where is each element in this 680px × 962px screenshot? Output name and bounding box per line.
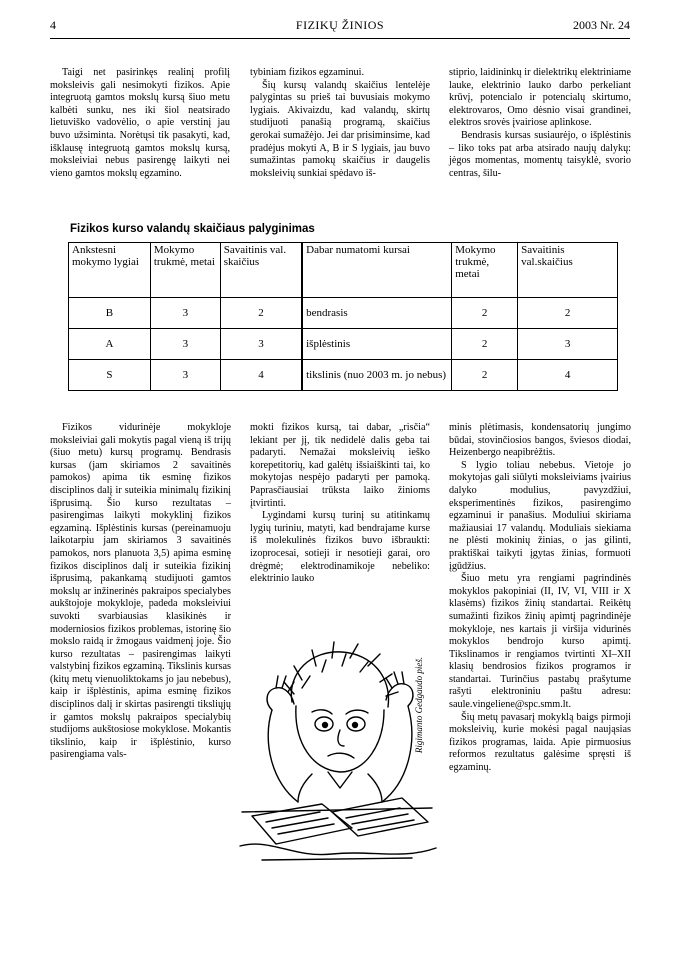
paragraph: stiprio, laidininkų ir dielektrikų elektriniame lauke, elektrinio lauko darbo perkeliant krūvį, potencialo ir potencialų skirtumo, elektrovaros, Omo dėsnio visai grandinei, elektros srovės įvairiose aplinkose. xyxy=(449,67,631,129)
paragraph: Fizikos vidurinėje mokykloje moksleiviai gali mokytis pagal vieną iš trijų (šiuo metu) kursų programų. Bendrasis kursas (jam skiriamos 2 savaitinės pamokos) apima tik esminę fizikos disciplinos dalį ir suteikia minimalų fizikinį išprusimą. Šio kurso rezultatas – pasirengimas laikyti mokyklinį fizikos egzaminą. Išplėstinis kursas (pereinamuoju laikotarpiu jam skiriamos 3 savaitinės pamokos, nors planuota 3,5) apima esminę fizikos disciplinos dalį ir suteikia fizikinį išprusimą, pakankamą studijuoti gamtos mokslų ar inžinerinės pakraipos specialybes aukštojoje mokykloje, padeda moksleiviui suvokti svarbiausias klasikinės ir moderniosios fizikos problemas, istorinę šio mokslo raidą ir žmogaus vaidmenį joje. Šio kurso rezultatas – pasirengimas laikyti valstybinį fizikos egzaminą. Tikslinis kursas (kitų metų vienuoliktokams jo jau nebebus), kaip ir išplėstinis, apima esminę fizikos disciplinos dalį ir skirtas pasirengti tiksliųjų ir gamtos mokslų pakraipos specialybių studijoms aukštosiose mokyklose. Mokantis tikslinio, kaip ir išplėstinio, kurso pasirengiama vals- xyxy=(50,422,231,761)
table-cell: 3 xyxy=(150,298,220,329)
paragraph: Šių metų pavasarį mokyklą baigs pirmoji moksleivių, kurie mokėsi pagal naująsias fizikos programas, laida. Apie pirmuosius reformos rezultatus galėsime spręsti iš egzaminų. xyxy=(449,711,631,774)
table-cell: 2 xyxy=(452,360,518,391)
table-cell: 2 xyxy=(220,298,302,329)
table-row xyxy=(69,360,618,391)
table-caption: Fizikos kurso valandų skaičiaus palyginimas xyxy=(70,223,315,235)
table-cell: 3 xyxy=(518,329,618,360)
paragraph: Šių kursų valandų skaičius lentelėje palygintas su prieš tai buvusiais mokymo lygiais. Akivaizdu, kad valandų, skirtų studijuoti panašią programą, skaičius gerokai sumažėjo. Jei dar prisiminsime, kad pradėjus mokyti A, B ir S lygiais, jau buvo sumažintas pamokų skaičius ir daugelis moksleivių sunkiai spėdavo iš- xyxy=(250,79,430,179)
header-cell: Ankstesni mokymo lygiai xyxy=(69,243,151,298)
header-cell: Savaitinis val. skaičius xyxy=(220,243,302,298)
paragraph: Bendrasis kursas susiaurėjo, o išplėstinis – liko toks pat arba atsirado naujų dalykų: jėgos momentas, momentų taisyklė, svorio centras, šilu- xyxy=(449,129,631,179)
student-illustration xyxy=(232,632,442,872)
header-cell: Savaitinis val.skaičius xyxy=(518,243,618,298)
paragraph: mokti fizikos kursą, tai dabar, „risčia“ lekiant per jį, tik nedidelė dalis geba tai padaryti. Nemažai moksleivių ieško korepetitorių, kad galėtų išsiaiškinti tai, ko mokytojas nespėjo padaryti per pamoką. Paprasčiausiai trūksta laiko žinioms įtvirtinti. xyxy=(250,422,430,509)
header-cell: Mokymo trukmė, metai xyxy=(150,243,220,298)
paragraph: S lygio toliau nebebus. Vietoje jo mokytojas gali siūlyti moksleiviams įvairius dalyko modulius, pavyzdžiui, eksperimentinės fizikos, pasirengimo egzaminui ir panašius. Moduliui skiriama mažiausiai 17 valandų. Moduliais siekiama ne plėsti mokinių žinias, o jas gilinti, praktiškai taikyti įgytas žinias, formuoti įgūdžius. xyxy=(449,459,631,572)
page-number: 4 xyxy=(50,18,56,32)
comparison-table xyxy=(68,242,618,391)
paragraph: minis plėtimasis, kondensatorių jungimo būdai, stovinčiosios bangos, šviesos diodai, Heizenbergo neapibrėžtis. xyxy=(449,422,631,459)
table-row xyxy=(69,298,618,329)
table-row xyxy=(69,329,618,360)
table-cell: 2 xyxy=(452,298,518,329)
journal-title: FIZIKŲ ŽINIOS xyxy=(295,18,385,32)
table-header-row xyxy=(69,243,618,298)
table-cell: 3 xyxy=(150,329,220,360)
table-cell: 3 xyxy=(150,360,220,391)
table-cell: išplėstinis xyxy=(302,329,452,360)
header-cell: Dabar numatomi kursai xyxy=(302,243,452,298)
table-cell: S xyxy=(69,360,151,391)
top-column-1 xyxy=(50,67,230,180)
page-header xyxy=(50,18,630,36)
bottom-column-1 xyxy=(50,422,231,762)
table-cell: bendrasis xyxy=(302,298,452,329)
table-cell: A xyxy=(69,329,151,360)
top-column-2 xyxy=(250,67,430,180)
header-cell: Mokymo trukmė, metai xyxy=(452,243,518,298)
illustration-credit xyxy=(412,650,426,760)
table-cell: 3 xyxy=(220,329,302,360)
bottom-column-2 xyxy=(250,422,430,586)
header-rule xyxy=(50,38,630,39)
paragraph: tybiniam fizikos egzaminui. xyxy=(250,67,365,78)
table-cell: B xyxy=(69,298,151,329)
paragraph: Lygindami kursų turinį su atitinkamų lygių turiniu, matyti, kad bendrajame kurse iš molekulinės fizikos buvo išbraukti: izoprocesai, sotieji ir nesotieji garai, oro drėgmė; elektrodinamikoje nebeliko: elektrinio lauko xyxy=(250,510,430,585)
table-cell: 2 xyxy=(518,298,618,329)
paragraph: Taigi net pasirinkęs realinį profilį moksleivis gali nesimokyti fizikos. Apie integruotą gamtos mokslų kursą šiuo metu kalbėti sunku, nes iki šiol neatsirado lietuviško vadovėlio, o apie verstinį jau buvo užsiminta. Norėtųsi tik pasakyti, kad, išklausę integruotą gamtos mokslų kursą, moksleiviai nebus pasirengę laikyti nei vieno gamtos mokslų egzamino. xyxy=(50,67,230,179)
issue-number: 2003 Nr. 24 xyxy=(573,18,630,32)
bottom-column-3 xyxy=(449,422,631,775)
top-column-3 xyxy=(449,67,631,180)
table-cell: tikslinis (nuo 2003 m. jo nebus) xyxy=(302,360,452,391)
illustration-credit-text: Rigimanto Gedgaudo pieš. xyxy=(414,656,424,754)
table-cell: 4 xyxy=(220,360,302,391)
table-cell: 2 xyxy=(452,329,518,360)
table-cell: 4 xyxy=(518,360,618,391)
paragraph: Šiuo metu yra rengiami pagrindinės mokyklos pakopiniai (II, IV, VI, VIII ir X klasėms) fizikos žinių standartai. Reikėtų sumažinti fizikos žinių apimtį pagrindinėje mokykloje, nes kartais ji viršija vidurinės mokyklos bendrojo kurso apimtį. Tikslinamos ir rengiamos tvirtinti XI–XII klasių bendrosios fizikos programos ir standartai. Turinčius pastabų prašytume rašyti elektroniniu paštu adresu: saule.vingeliene@spc.smm.lt. xyxy=(449,573,631,711)
